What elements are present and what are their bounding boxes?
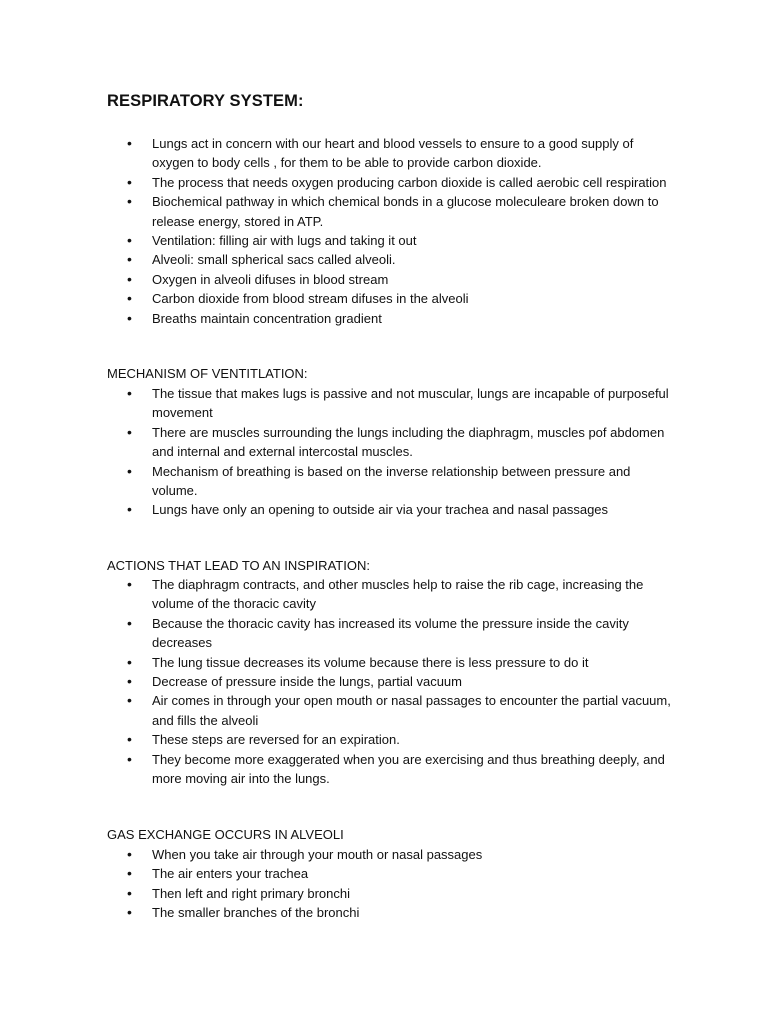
section-heading-gas-exchange: GAS EXCHANGE OCCURS IN ALVEOLI — [107, 827, 344, 842]
list-item: • Mechanism of breathing is based on the inverse relationship between pressure and volume. — [0, 462, 768, 501]
list-item: • The lung tissue decreases its volume because there is less pressure to do it — [0, 653, 768, 672]
ventilation-bullet-list — [0, 384, 768, 520]
list-item: • These steps are reversed for an expiration. — [0, 730, 768, 749]
list-item: • Biochemical pathway in which chemical bonds in a glucose moleculeare broken down to release energy, stored in ATP. — [0, 192, 768, 231]
list-item: • Breaths maintain concentration gradient — [0, 309, 768, 328]
list-item: • The tissue that makes lugs is passive and not muscular, lungs are incapable of purposeful movement — [0, 384, 768, 423]
list-item: • Then left and right primary bronchi — [0, 884, 768, 903]
list-item: • Because the thoracic cavity has increased its volume the pressure inside the cavity decreases — [0, 614, 768, 653]
list-item: • Alveoli: small spherical sacs called alveoli. — [0, 250, 768, 269]
list-item: • Lungs act in concern with our heart and blood vessels to ensure to a good supply of oxygen to body cells , for them to be able to provide carbon dioxide. — [0, 134, 768, 173]
section-heading-ventilation: MECHANISM OF VENTITLATION: — [107, 366, 308, 381]
list-item: • The process that needs oxygen producing carbon dioxide is called aerobic cell respiration — [0, 173, 768, 192]
intro-bullet-list — [0, 134, 768, 328]
page-title: RESPIRATORY SYSTEM: — [107, 92, 304, 110]
list-item: • Ventilation: filling air with lugs and taking it out — [0, 231, 768, 250]
list-item: • Oxygen in alveoli difuses in blood stream — [0, 270, 768, 289]
list-item: • Lungs have only an opening to outside air via your trachea and nasal passages — [0, 500, 768, 519]
inspiration-bullet-list — [0, 575, 768, 788]
list-item: • There are muscles surrounding the lungs including the diaphragm, muscles pof abdomen and internal and external intercostal muscles. — [0, 423, 768, 462]
list-item: • The smaller branches of the bronchi — [0, 903, 768, 922]
section-heading-inspiration: ACTIONS THAT LEAD TO AN INSPIRATION: — [107, 558, 370, 573]
list-item: • They become more exaggerated when you are exercising and thus breathing deeply, and more moving air into the lungs. — [0, 750, 768, 789]
list-item: • Air comes in through your open mouth or nasal passages to encounter the partial vacuum, and fills the alveoli — [0, 691, 768, 730]
list-item: • The diaphragm contracts, and other muscles help to raise the rib cage, increasing the volume of the thoracic cavity — [0, 575, 768, 614]
list-item: • Decrease of pressure inside the lungs, partial vacuum — [0, 672, 768, 691]
list-item: • Carbon dioxide from blood stream difuses in the alveoli — [0, 289, 768, 308]
list-item: • When you take air through your mouth or nasal passages — [0, 845, 768, 864]
gas-exchange-bullet-list — [0, 845, 768, 923]
list-item: • The air enters your trachea — [0, 864, 768, 883]
